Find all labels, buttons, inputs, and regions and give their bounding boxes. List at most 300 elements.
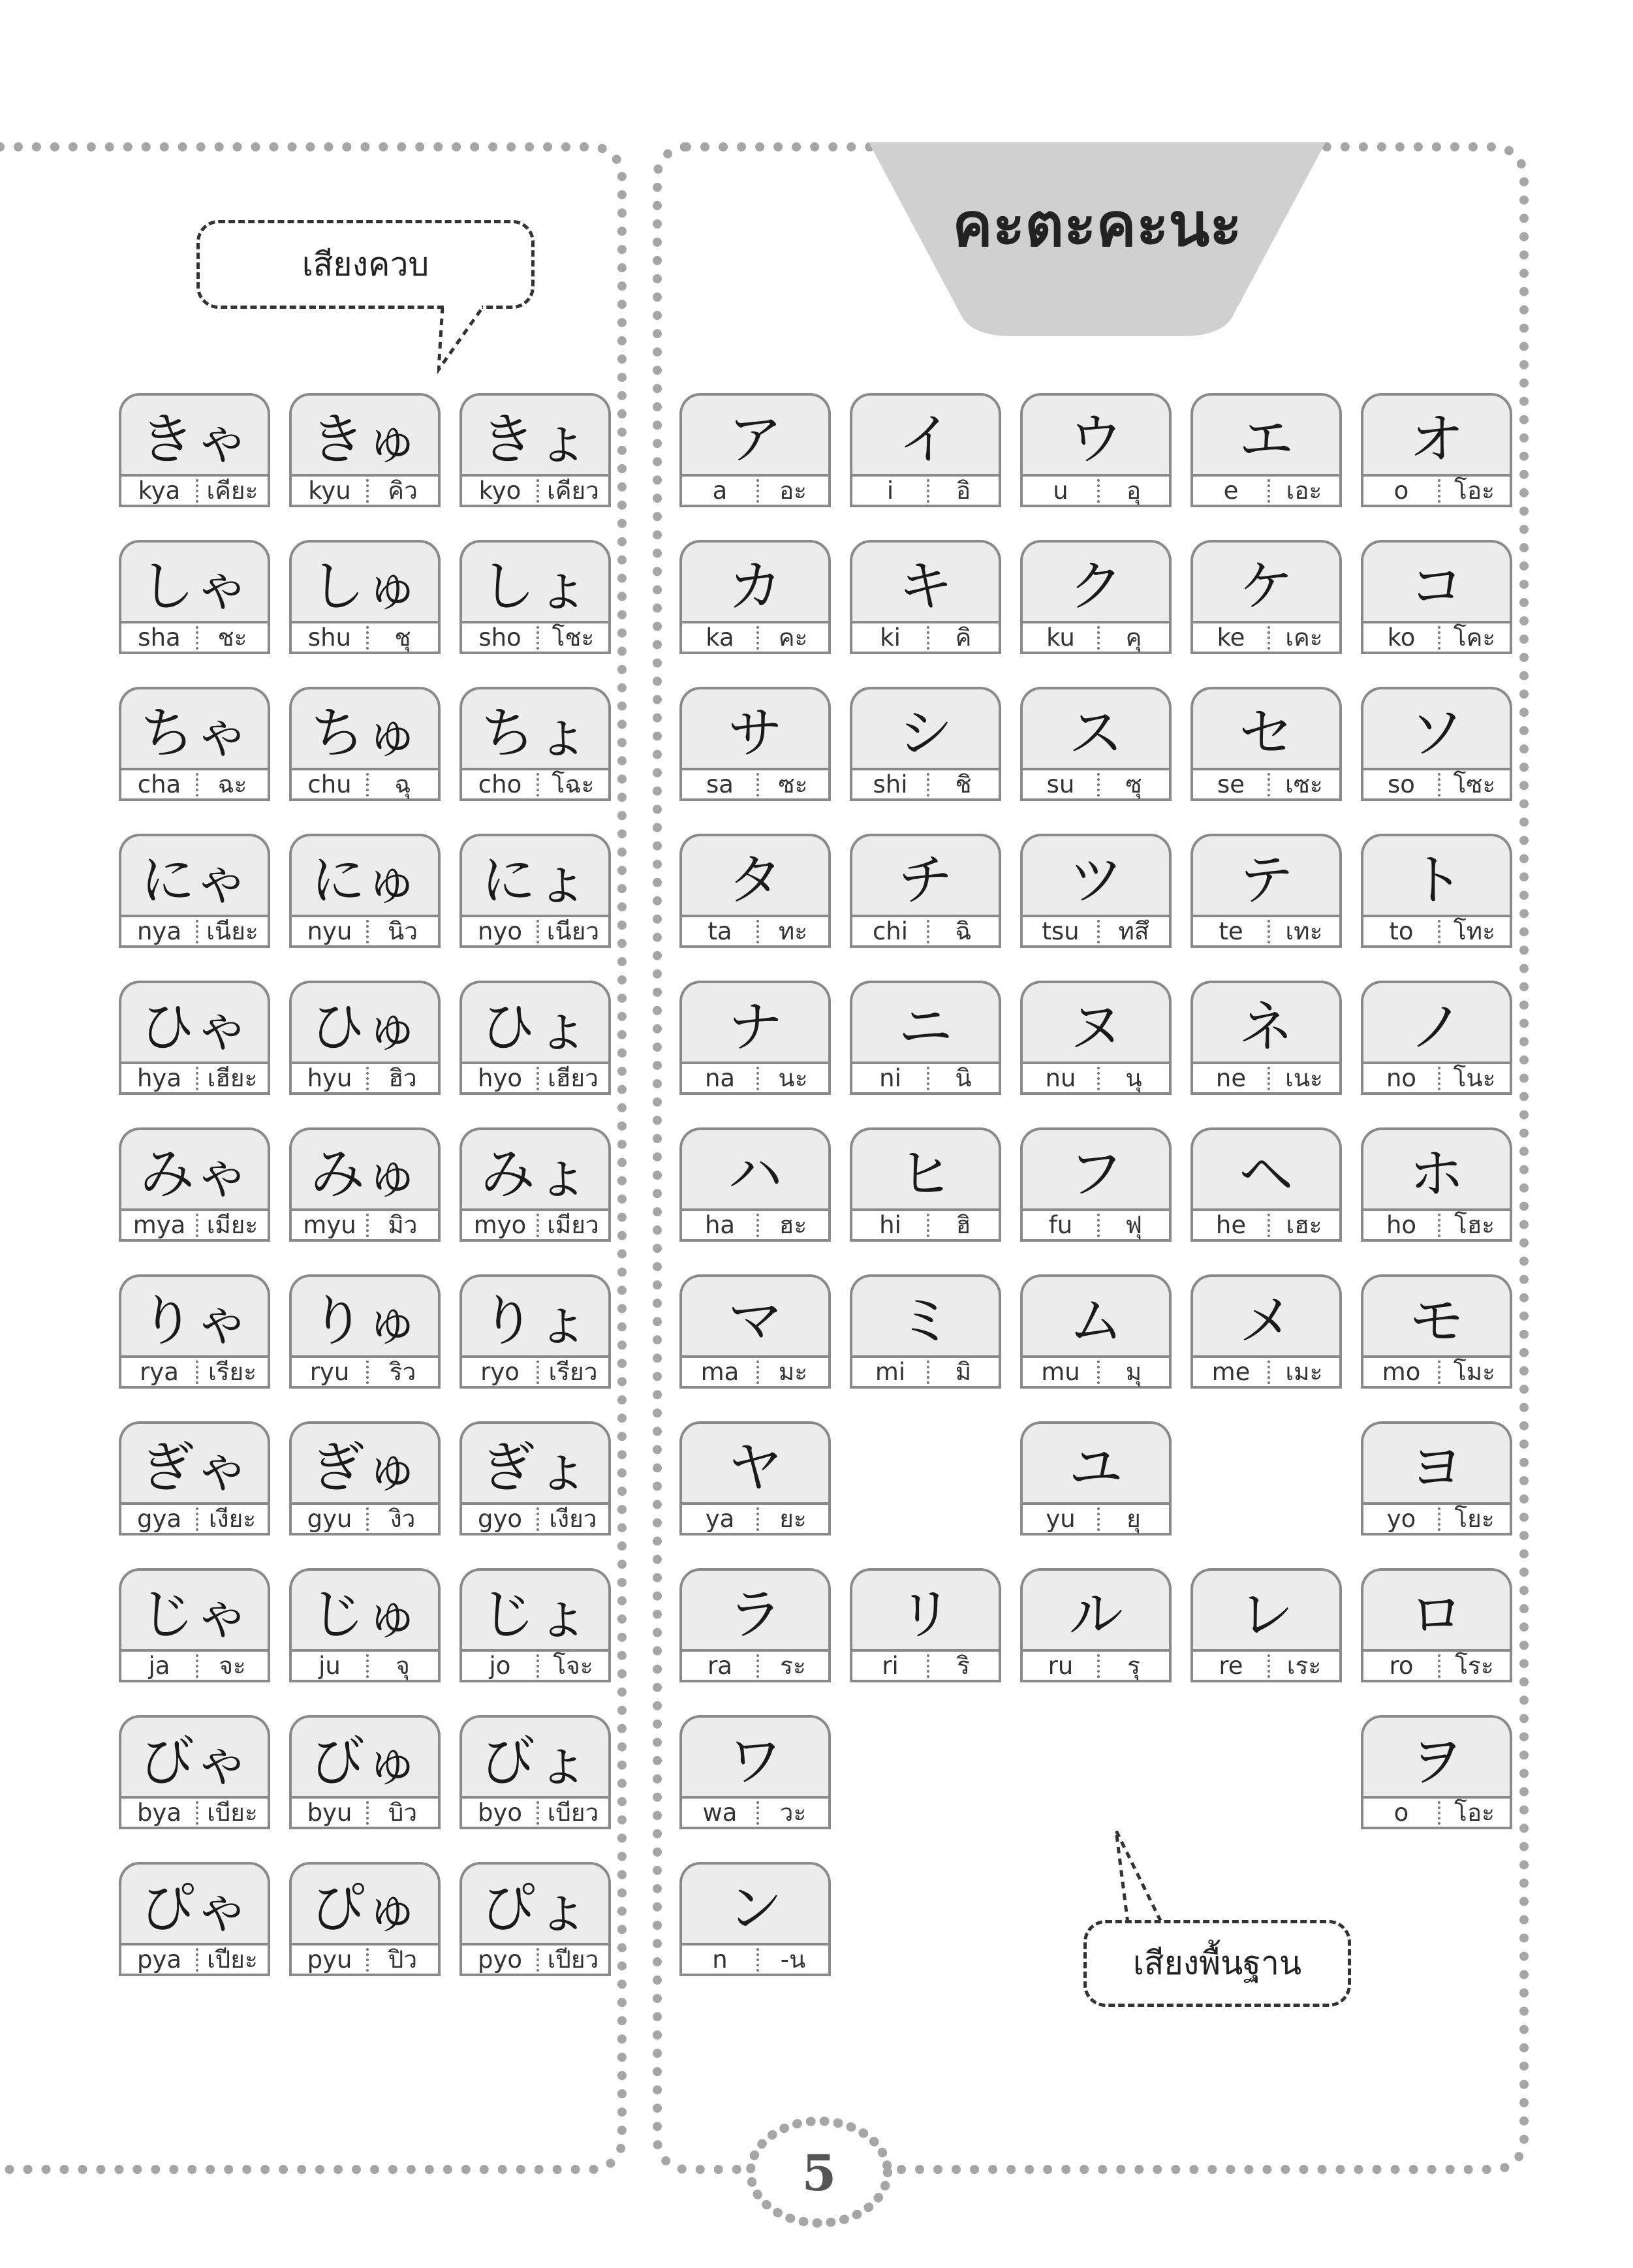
kana-character: ソ	[1361, 687, 1512, 768]
kana-character: しゃ	[119, 540, 270, 621]
romaji-reading: cha	[137, 770, 181, 798]
kana-card	[1020, 834, 1172, 948]
thai-reading: วะ	[779, 1799, 807, 1827]
kana-character: ワ	[679, 1715, 831, 1796]
thai-reading: เคียว	[547, 477, 599, 505]
kana-reading	[459, 1502, 611, 1536]
thai-reading: ฮะ	[779, 1211, 807, 1239]
romaji-reading: to	[1389, 917, 1414, 945]
kana-character: ル	[1020, 1568, 1172, 1649]
kana-reading	[850, 1208, 1001, 1242]
thai-reading: เนียว	[546, 917, 600, 945]
romaji-reading: nu	[1045, 1064, 1076, 1092]
kana-character: みゃ	[119, 1127, 270, 1208]
thai-reading: ชิ	[955, 770, 972, 798]
kana-character: りょ	[459, 1274, 611, 1355]
kana-card	[119, 981, 270, 1095]
kana-card	[459, 1715, 611, 1829]
romaji-reading: e	[1223, 477, 1239, 505]
thai-reading: เมียว	[547, 1211, 599, 1239]
kana-character: びゃ	[119, 1715, 270, 1796]
romaji-reading: ha	[704, 1211, 736, 1239]
kana-card	[1190, 1568, 1342, 1682]
thai-reading: โฉะ	[552, 770, 595, 798]
kana-card	[289, 1127, 441, 1242]
kana-character: ア	[679, 393, 831, 474]
romaji-reading: mo	[1382, 1358, 1421, 1386]
kana-reading	[1020, 1502, 1172, 1536]
kana-character: ミ	[850, 1274, 1001, 1355]
romaji-reading: ra	[708, 1652, 732, 1680]
romaji-reading: re	[1219, 1652, 1243, 1680]
thai-reading: เมียะ	[206, 1211, 258, 1239]
thai-reading: ซะ	[778, 770, 808, 798]
romaji-reading: i	[886, 477, 894, 505]
kana-reading	[289, 915, 441, 948]
kana-character: ちゃ	[119, 687, 270, 768]
kana-reading	[289, 1649, 441, 1682]
kana-reading	[1361, 1502, 1512, 1536]
romaji-reading: rya	[140, 1358, 179, 1386]
kana-card	[119, 540, 270, 654]
kana-character: モ	[1361, 1274, 1512, 1355]
thai-reading: เมะ	[1285, 1358, 1323, 1386]
kana-card	[1361, 687, 1512, 801]
kana-character: きょ	[459, 393, 611, 474]
thai-reading: ทะ	[778, 917, 808, 945]
kana-card	[850, 834, 1001, 948]
kana-reading	[850, 1649, 1001, 1682]
kana-reading	[1361, 474, 1512, 507]
kana-character: イ	[850, 393, 1001, 474]
kana-character: タ	[679, 834, 831, 915]
kana-reading	[289, 1796, 441, 1829]
kana-reading	[1190, 621, 1342, 654]
kana-reading	[679, 768, 831, 801]
kana-card	[119, 1274, 270, 1389]
thai-reading: ชะ	[217, 623, 247, 652]
kana-character: オ	[1361, 393, 1512, 474]
basic-bubble-tail	[1110, 1828, 1168, 1926]
kana-reading	[459, 1796, 611, 1829]
thai-reading: เรียะ	[208, 1358, 257, 1386]
romaji-reading: ri	[882, 1652, 899, 1680]
kana-card	[459, 687, 611, 801]
thai-reading: โคะ	[1453, 623, 1496, 652]
thai-reading: มิ	[955, 1358, 972, 1386]
romaji-reading: ro	[1389, 1652, 1414, 1680]
romaji-reading: ryu	[309, 1358, 350, 1386]
basic-sounds-label: เสียงพื้นฐาน	[1132, 1944, 1302, 1982]
thai-reading: โฮะ	[1454, 1211, 1495, 1239]
kana-character: ナ	[679, 981, 831, 1062]
kana-card	[850, 393, 1001, 507]
kana-character: ぴゃ	[119, 1862, 270, 1943]
romaji-reading: chu	[307, 770, 352, 798]
kana-reading	[119, 1796, 270, 1829]
kana-character: フ	[1020, 1127, 1172, 1208]
kana-card	[1020, 393, 1172, 507]
kana-reading	[1361, 1796, 1512, 1829]
thai-reading: โทะ	[1453, 917, 1496, 945]
kana-character: ト	[1361, 834, 1512, 915]
thai-reading: โอะ	[1454, 1799, 1495, 1827]
romaji-reading: ma	[700, 1358, 739, 1386]
kana-card	[1020, 981, 1172, 1095]
kana-card	[289, 1568, 441, 1682]
kana-reading	[289, 1502, 441, 1536]
thai-reading: โซะ	[1453, 770, 1496, 798]
thai-reading: จะ	[219, 1652, 246, 1680]
romaji-reading: u	[1053, 477, 1068, 505]
kana-card	[1361, 1568, 1512, 1682]
kana-card	[679, 1862, 831, 1976]
kana-reading	[1190, 768, 1342, 801]
romaji-reading: shi	[873, 770, 908, 798]
kana-card	[289, 1715, 441, 1829]
romaji-reading: ka	[706, 623, 734, 652]
kana-reading	[850, 621, 1001, 654]
kana-reading	[289, 621, 441, 654]
thai-reading: รุ	[1127, 1652, 1140, 1680]
kana-card	[850, 1127, 1001, 1242]
kana-reading	[289, 1208, 441, 1242]
kana-reading	[289, 1062, 441, 1095]
kana-character: ム	[1020, 1274, 1172, 1355]
romaji-reading: tsu	[1042, 917, 1080, 945]
kana-reading	[289, 474, 441, 507]
kana-card	[289, 393, 441, 507]
kana-card	[679, 1715, 831, 1829]
kana-character: ヌ	[1020, 981, 1172, 1062]
kana-reading	[119, 1943, 270, 1976]
kana-character: ヨ	[1361, 1421, 1512, 1502]
romaji-reading: he	[1215, 1211, 1247, 1239]
kana-card	[1190, 981, 1342, 1095]
thai-reading: เนะ	[1285, 1064, 1323, 1092]
romaji-reading: se	[1217, 770, 1245, 798]
thai-reading: ระ	[780, 1652, 806, 1680]
kana-card	[1361, 1127, 1512, 1242]
romaji-reading: kyo	[478, 477, 521, 505]
thai-reading: -น	[780, 1945, 806, 1974]
kana-reading	[679, 621, 831, 654]
kana-reading	[1190, 1062, 1342, 1095]
kana-character: ヘ	[1190, 1127, 1342, 1208]
kana-card	[679, 393, 831, 507]
romaji-reading: so	[1388, 770, 1415, 798]
kana-card	[119, 1127, 270, 1242]
kana-character: しゅ	[289, 540, 441, 621]
kana-character: ホ	[1361, 1127, 1512, 1208]
kana-character: レ	[1190, 1568, 1342, 1649]
romaji-reading: gyo	[477, 1505, 523, 1533]
romaji-reading: ne	[1215, 1064, 1247, 1092]
kana-character: ヤ	[679, 1421, 831, 1502]
romaji-reading: gyu	[307, 1505, 352, 1533]
kana-character: カ	[679, 540, 831, 621]
kana-reading	[679, 1502, 831, 1536]
kana-character: サ	[679, 687, 831, 768]
romaji-reading: pya	[136, 1945, 182, 1974]
romaji-reading: byo	[477, 1799, 523, 1827]
kana-reading	[850, 915, 1001, 948]
kana-card	[459, 1568, 611, 1682]
thai-reading: โจะ	[553, 1652, 593, 1680]
kana-reading	[679, 1796, 831, 1829]
thai-reading: ริ	[957, 1652, 970, 1680]
thai-reading: มะ	[778, 1358, 808, 1386]
romaji-reading: ki	[880, 623, 901, 652]
thai-reading: เฮียะ	[207, 1064, 258, 1092]
kana-reading	[119, 915, 270, 948]
kana-card	[850, 687, 1001, 801]
kana-card	[850, 981, 1001, 1095]
thai-reading: ฉะ	[217, 770, 247, 798]
kana-reading	[459, 1355, 611, 1389]
kana-character: テ	[1190, 834, 1342, 915]
combined-bubble-tail	[437, 304, 490, 376]
kana-reading	[119, 768, 270, 801]
romaji-reading: ku	[1046, 623, 1075, 652]
thai-reading: คิว	[388, 477, 418, 505]
romaji-reading: shu	[307, 623, 352, 652]
romaji-reading: sho	[478, 623, 521, 652]
thai-reading: ฟุ	[1125, 1211, 1143, 1239]
kana-card	[850, 540, 1001, 654]
kana-card	[289, 540, 441, 654]
romaji-reading: wa	[702, 1799, 738, 1827]
romaji-reading: su	[1046, 770, 1075, 798]
romaji-reading: ko	[1387, 623, 1416, 652]
kana-reading	[459, 1062, 611, 1095]
thai-reading: คะ	[778, 623, 808, 652]
thai-reading: ริว	[389, 1358, 416, 1386]
thai-reading: เปียะ	[207, 1945, 258, 1974]
romaji-reading: o	[1393, 477, 1409, 505]
romaji-reading: mi	[875, 1358, 906, 1386]
kana-character: ハ	[679, 1127, 831, 1208]
kana-card	[679, 834, 831, 948]
kana-reading	[1020, 915, 1172, 948]
kana-character: ヲ	[1361, 1715, 1512, 1796]
combined-sounds-bubble	[196, 220, 535, 309]
kana-card	[289, 834, 441, 948]
kana-card	[679, 981, 831, 1095]
kana-reading	[850, 1355, 1001, 1389]
romaji-reading: kyu	[308, 477, 351, 505]
kana-character: エ	[1190, 393, 1342, 474]
kana-card	[119, 834, 270, 948]
kana-card	[1190, 1274, 1342, 1389]
romaji-reading: me	[1211, 1358, 1251, 1386]
kana-reading	[1190, 915, 1342, 948]
kana-reading	[459, 1649, 611, 1682]
romaji-reading: chi	[872, 917, 909, 945]
kana-card	[119, 1715, 270, 1829]
kana-card	[1190, 393, 1342, 507]
thai-reading: คุ	[1125, 623, 1142, 652]
kana-reading	[679, 1943, 831, 1976]
kana-character: ラ	[679, 1568, 831, 1649]
kana-card	[459, 393, 611, 507]
thai-reading: นิ	[955, 1064, 972, 1092]
thai-reading: งิว	[390, 1505, 416, 1533]
kana-reading	[1361, 1208, 1512, 1242]
kana-reading	[1361, 915, 1512, 948]
kana-card	[1020, 1274, 1172, 1389]
kana-character: みょ	[459, 1127, 611, 1208]
kana-reading	[850, 474, 1001, 507]
thai-reading: บิว	[388, 1799, 418, 1827]
thai-reading: ฮิว	[388, 1064, 417, 1092]
kana-card	[1020, 1127, 1172, 1242]
romaji-reading: nya	[136, 917, 182, 945]
romaji-reading: sa	[706, 770, 734, 798]
kana-character: ユ	[1020, 1421, 1172, 1502]
kana-reading	[1020, 1208, 1172, 1242]
romaji-reading: gya	[136, 1505, 182, 1533]
thai-reading: ซุ	[1125, 770, 1142, 798]
kana-card	[1020, 540, 1172, 654]
kana-card	[1361, 393, 1512, 507]
romaji-reading: bya	[136, 1799, 182, 1827]
thai-reading: นะ	[778, 1064, 808, 1092]
thai-reading: เทะ	[1285, 917, 1323, 945]
kana-card	[679, 1127, 831, 1242]
romaji-reading: hyo	[478, 1064, 522, 1092]
thai-reading: ยะ	[779, 1505, 807, 1533]
thai-reading: โมะ	[1453, 1358, 1496, 1386]
kana-card	[119, 1568, 270, 1682]
kana-reading	[119, 1062, 270, 1095]
thai-reading: เบียว	[547, 1799, 599, 1827]
kana-card	[850, 1274, 1001, 1389]
thai-reading: อะ	[779, 477, 807, 505]
thai-reading: ปิว	[388, 1945, 418, 1974]
kana-character: きゃ	[119, 393, 270, 474]
kana-character: じゅ	[289, 1568, 441, 1649]
kana-reading	[119, 1208, 270, 1242]
kana-card	[1190, 540, 1342, 654]
kana-character: ノ	[1361, 981, 1512, 1062]
thai-reading: เฮะ	[1286, 1211, 1322, 1239]
kana-character: ちょ	[459, 687, 611, 768]
thai-reading: ยุ	[1127, 1505, 1141, 1533]
kana-reading	[1020, 621, 1172, 654]
romaji-reading: hyu	[307, 1064, 352, 1092]
kana-reading	[289, 1943, 441, 1976]
kana-card	[459, 1127, 611, 1242]
thai-reading: อุ	[1126, 477, 1142, 505]
thai-reading: เคียะ	[206, 477, 258, 505]
kana-reading	[679, 1355, 831, 1389]
kana-reading	[459, 474, 611, 507]
kana-reading	[1361, 1062, 1512, 1095]
romaji-reading: hya	[136, 1064, 182, 1092]
kana-character: りゅ	[289, 1274, 441, 1355]
kana-card	[1361, 1421, 1512, 1536]
thai-reading: นิว	[387, 917, 418, 945]
kana-character: ン	[679, 1862, 831, 1943]
kana-card	[119, 687, 270, 801]
kana-card	[679, 1421, 831, 1536]
kana-character: ス	[1020, 687, 1172, 768]
kana-card	[1361, 1715, 1512, 1829]
thai-reading: เบียะ	[207, 1799, 258, 1827]
thai-reading: ฉุ	[394, 770, 411, 798]
thai-reading: มิว	[388, 1211, 418, 1239]
romaji-reading: n	[712, 1945, 728, 1974]
romaji-reading: ya	[705, 1505, 735, 1533]
thai-reading: เคะ	[1285, 623, 1323, 652]
basic-sounds-bubble	[1083, 1920, 1351, 2007]
kana-card	[459, 540, 611, 654]
kana-character: ツ	[1020, 834, 1172, 915]
kana-card	[459, 981, 611, 1095]
kana-character: キ	[850, 540, 1001, 621]
kana-card	[1190, 687, 1342, 801]
kana-character: じょ	[459, 1568, 611, 1649]
thai-reading: นุ	[1125, 1064, 1142, 1092]
kana-reading	[1190, 474, 1342, 507]
kana-character: しょ	[459, 540, 611, 621]
romaji-reading: ju	[319, 1652, 341, 1680]
kana-card	[289, 1862, 441, 1976]
kana-reading	[1190, 1355, 1342, 1389]
kana-character: ちゅ	[289, 687, 441, 768]
kana-character: ク	[1020, 540, 1172, 621]
thai-reading: มุ	[1125, 1358, 1142, 1386]
kana-card	[1020, 687, 1172, 801]
thai-reading: ชุ	[394, 623, 411, 652]
kana-character: りゃ	[119, 1274, 270, 1355]
kana-card	[679, 1274, 831, 1389]
kana-character: ロ	[1361, 1568, 1512, 1649]
kana-character: シ	[850, 687, 1001, 768]
kana-reading	[679, 1649, 831, 1682]
kana-reading	[459, 915, 611, 948]
page-title: คะตะคะนะ	[952, 190, 1242, 260]
thai-reading: ฮิ	[956, 1211, 971, 1239]
kana-character: にゅ	[289, 834, 441, 915]
romaji-reading: ke	[1217, 623, 1245, 652]
kana-character: ケ	[1190, 540, 1342, 621]
kana-reading	[289, 768, 441, 801]
kana-card	[289, 687, 441, 801]
kana-reading	[850, 1062, 1001, 1095]
romaji-reading: ho	[1386, 1211, 1417, 1239]
kana-reading	[1020, 1649, 1172, 1682]
thai-reading: คิ	[955, 623, 972, 652]
thai-reading: เงียว	[549, 1505, 597, 1533]
romaji-reading: ni	[879, 1064, 901, 1092]
kana-reading	[1020, 474, 1172, 507]
kana-reading	[1361, 1649, 1512, 1682]
combined-sounds-label: เสียงควบ	[302, 245, 429, 283]
kana-reading	[1020, 1355, 1172, 1389]
kana-card	[1020, 1568, 1172, 1682]
thai-reading: เฮียว	[548, 1064, 599, 1092]
kana-reading	[119, 1649, 270, 1682]
kana-reading	[1020, 1062, 1172, 1095]
romaji-reading: mya	[132, 1211, 186, 1239]
kana-reading	[289, 1355, 441, 1389]
kana-character: ぎゃ	[119, 1421, 270, 1502]
kana-character: ヒ	[850, 1127, 1001, 1208]
kana-card	[119, 1862, 270, 1976]
kana-card	[459, 834, 611, 948]
